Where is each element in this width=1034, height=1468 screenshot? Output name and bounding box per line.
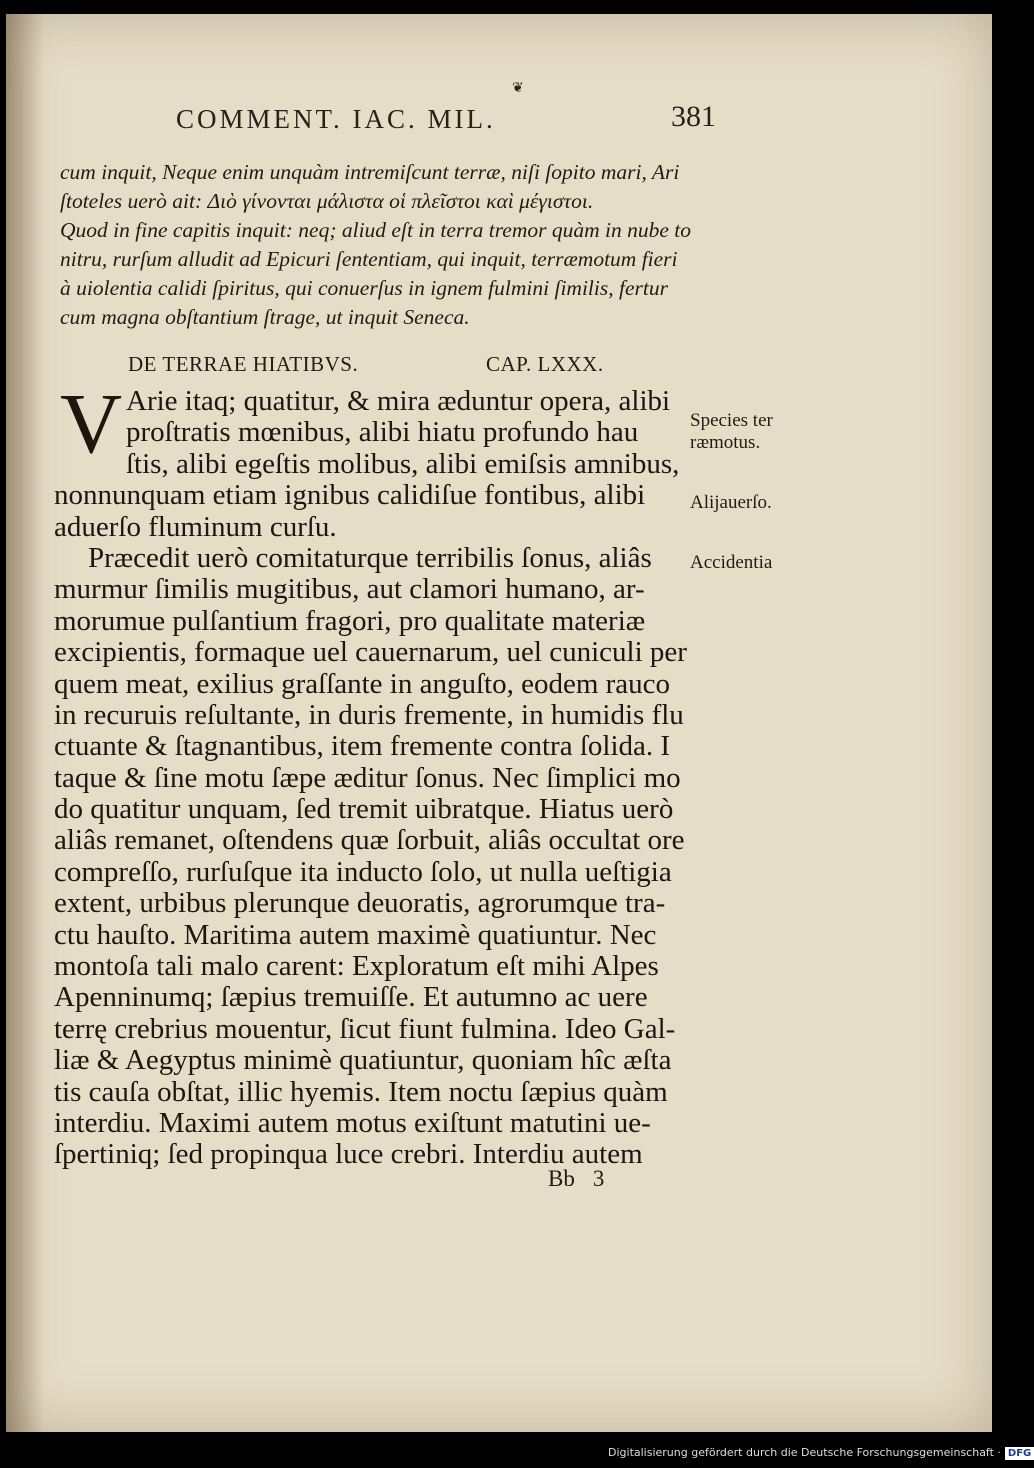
commentary-line: cum magna obſtantium ſtrage, ut inquit Seneca. [60, 305, 470, 329]
commentary-block [60, 158, 696, 332]
drop-capital: V [60, 375, 123, 471]
commentary-line: ſtoteles uerò ait: Διὸ γίνονται μάλιστα οἱ πλεῖστοι καὶ μέγιστοι. [60, 189, 594, 213]
body-line: ctu hauſto. Maritima autem maximè quatiuntur. Nec [54, 918, 657, 951]
commentary-line: à uiolentia calidi ſpiritus, qui conuerſus in ignem fulmini ſimilis, fertur [60, 276, 668, 300]
body-line: taque & ſine motu ſæpe æditur ſonus. Nec ſimplici mo [54, 761, 681, 794]
chapter-title: DE TERRAE HIATIBVS. [128, 352, 359, 376]
body-line: morumue pulſantium fragori, pro qualitate materiæ [54, 604, 646, 637]
body-line: proſtratis mœnibus, alibi hiatu profundo hau [126, 416, 639, 449]
running-title: COMMENT. IAC. MIL. [176, 104, 496, 134]
commentary-line: nitru, rurſum alludit ad Epicuri ſententiam, qui inquit, terræmotum fieri [60, 247, 678, 271]
body-line: murmur ſimilis mugitibus, aut clamori humano, ar- [54, 573, 645, 606]
page-number: 381 [671, 100, 716, 133]
body-line: Apenninumq; ſæpius tremuiſſe. Et autumno ac uere [54, 981, 648, 1014]
signature-letters: Bb [548, 1166, 575, 1191]
marginal-note: Species ter ræmotus. [690, 410, 773, 453]
marginal-note: Accidentia [690, 552, 773, 573]
ink-mark: ❦ [512, 81, 524, 96]
marginal-note: Alijauerſo. [690, 492, 772, 513]
body-line: tis cauſa obſtat, illic hyemis. Item noctu ſæpius quàm [54, 1075, 668, 1108]
commentary-line: Quod in fine capitis inquit: neq; aliud eſt in terra tremor quàm in nube to [60, 218, 692, 242]
body-line: liæ & Aegyptus minimè quatiuntur, quoniam hîc æſta [54, 1044, 672, 1077]
body-line: excipientis, formaque uel cauernarum, uel cuniculi per [54, 636, 687, 669]
running-header [176, 100, 716, 136]
body-line: quem meat, exilius graſſante in anguſto, eodem rauco [54, 667, 671, 700]
digitization-credit [608, 1446, 1034, 1462]
body-line: extent, urbibus plerunque deuoratis, agrorumque tra- [54, 887, 666, 920]
body-text [54, 375, 694, 1171]
body-line: do quatitur unquam, ſed tremit uibratque. Hiatus uerò [54, 793, 674, 826]
signature-number: 3 [592, 1166, 605, 1191]
body-line: montoſa tali malo carent: Exploratum eſt mihi Alpes [54, 950, 659, 983]
body-line: Præcedit uerò comitaturque terribilis ſonus, aliâs [88, 541, 652, 574]
body-line: ctuante & ſtagnantibus, item fremente contra ſolida. I [54, 730, 671, 763]
body-line: Arie itaq; quatitur, & mira æduntur opera, alibi [126, 385, 671, 417]
chapter-heading [128, 352, 608, 382]
dfg-logo: DFG [1005, 1447, 1034, 1460]
body-line: nonnunquam etiam ignibus calidiſue fontibus, alibi [54, 479, 646, 512]
body-line: interdiu. Maximi autem motus exiſtunt matutini ue- [54, 1106, 651, 1139]
commentary-line: cum inquit, Neque enim unquàm intremiſcunt terræ, niſi ſopito mari, Ari [60, 160, 680, 184]
body-line: ſtis, alibi egeſtis molibus, alibi emiſsis amnibus, [126, 447, 680, 480]
body-line: in recuruis reſultante, in duris fremente, in humidis flu [54, 698, 684, 731]
body-line: ſpertiniq; ſed propinqua luce crebri. Interdiu autem [54, 1138, 643, 1171]
body-line: aliâs remanet, oſtendens quæ ſorbuit, aliâs occultat ore [54, 824, 685, 857]
chapter-number: CAP. LXXX. [486, 352, 604, 376]
credit-text: Digitalisierung gefördert durch die Deutsche Forschungsgemeinschaft · [608, 1446, 1001, 1459]
signature-mark [548, 1166, 604, 1192]
page-gutter-shadow [6, 14, 44, 1432]
body-line: aduerſo fluminum curſu. [54, 510, 337, 543]
body-line: compreſſo, rurſuſque ita inducto ſolo, ut nulla ueſtigia [54, 855, 672, 888]
body-line: terrę crebrius mouentur, ſicut fiunt fulmina. Ideo Gal- [54, 1012, 676, 1045]
